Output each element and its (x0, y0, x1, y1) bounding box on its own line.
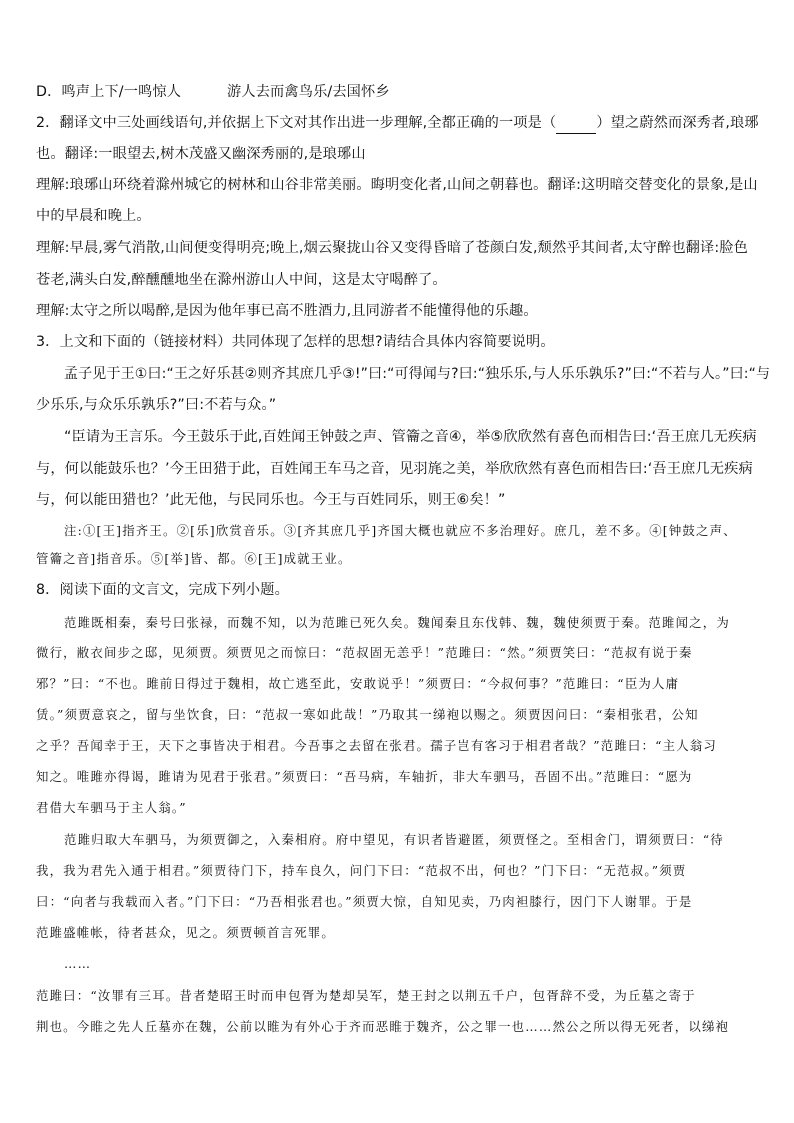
mencius-line: “臣请为王言乐。今王鼓乐于此,百姓闻王钟鼓之声、管籥之音④，举⑤欣欣然有喜色而相告曰:‘吾王庶几无疾病 (64, 429, 757, 445)
classical-text-line: 范雎归取大车驷马，为须贾御之，入秦相府。府中望见，有识者皆避匿，须贾怪之。至相舍门，谓须贾曰：“待 (64, 832, 724, 847)
classical-text-line: 微行，敝衣间步之邸，见须贾。须贾见之而惊曰：“范叔固无恙乎！”范雎曰：“然。”须贾笑曰：“范叔有说于秦 (36, 645, 693, 660)
classical-text-line: 范雎既相秦，秦号曰张禄，而魏不知，以为范雎已死久矣。魏闻秦且东伐韩、魏，魏使须贾于秦。范雎闻之，为 (64, 615, 730, 630)
classical-text-line: 范雎曰：“汝罪有三耳。昔者楚昭王时而申包胥为楚却吴军，楚王封之以荆五千户，包胥辞不受，为丘墓之寄于 (36, 988, 696, 1003)
paragraph-line: 也。翻译:一眼望去,树木茂盛又幽深秀丽的,是琅琊山 (36, 146, 366, 162)
paragraph-line: 理解:太守之所以喝醉,是因为他年事已高不胜酒力,且同游者不能懂得他的乐趣。 (36, 303, 538, 319)
option-d (36, 82, 760, 102)
question-8: 8．阅读下面的文言文，完成下列小题。 (36, 582, 289, 598)
paragraph-line: 理解:早晨,雾气消散,山间便变得明亮;晚上,烟云聚拢山谷又变得昏暗了苍颜白发,颓然乎其间者,太守醉也翻译:脸色 (36, 240, 748, 256)
paragraph-line: 苍老,满头白发,醉醺醺地坐在滁州游山人中间，这是太守喝醉了。 (36, 272, 447, 288)
classical-text-line: 之乎？吾闻幸于王，天下之事皆决于相君。今吾事之去留在张君。孺子岂有客习于相君者哉？”范雎曰：“主人翁习 (36, 738, 718, 753)
question-2-stem: 2．翻译文中三处画线语句,并依据上下文对其作出进一步理解,全都正确的一项是（ (36, 115, 557, 131)
mencius-line: 少乐乐,与众乐乐孰乐?”曰:不若与众。” (36, 397, 277, 413)
classical-text-line: 君借大车驷马于主人翁。” (36, 800, 187, 815)
option-d-right: 游人去而禽鸟乐/去国怀乡 (227, 84, 390, 100)
notes-line: 管籥之音]指音乐。⑤[举]皆、都。⑥[王]成就王业。 (36, 551, 352, 566)
mencius-line: 与，何以能鼓乐也？’今王田猎于此，百姓闻王车马之音，见羽旄之美，举欣欣然有喜色而相告曰:‘吾王庶几无疾病 (36, 461, 753, 477)
paragraph-line: 理解:琅琊山环绕着滁州城它的树林和山谷非常美丽。晦明变化者,山间之朝暮也。翻译:这明暗交替变化的景象,是山 (36, 177, 758, 193)
question-3: 3．上文和下面的（链接材料）共同体现了怎样的思想?请结合具体内容简要说明。 (36, 334, 555, 350)
question-2-line-1 (36, 113, 760, 134)
classical-text-line: 赁。”须贾意哀之，留与坐饮食，曰：“范叔一寒如此哉！”乃取其一绨袍以赐之。须贾因问曰：“秦相张君，公知 (36, 707, 699, 722)
classical-text-line: 知之。唯雎亦得谒，雎请为见君于张君。”须贾曰：“吾马病，车轴折，非大车驷马，吾固不出。”范雎曰：“愿为 (36, 769, 693, 784)
classical-text-line: 我，我为君先入通于相君。”须贾待门下，持车良久，问门下曰：“范叔不出，何也？”门下曰：“无范叔。”须贾 (36, 863, 687, 878)
mencius-line: 孟子见于王①曰:“王之好乐甚②则齐其庶几乎③!”曰:“可得闻与?曰:“独乐乐,与人乐乐孰乐?”曰:“不若与人。”曰:“与 (64, 366, 771, 382)
classical-text-line: 曰：“向者与我载而入者。”门下曰：“乃吾相张君也。”须贾大惊，自知见卖，乃肉袒膝行，因门下人谢罪。于是 (36, 894, 693, 909)
paragraph-line: 中的早晨和晚上。 (36, 208, 151, 224)
question-2-stem-cont: ）望之蔚然而深秀者,琅琊 (596, 115, 759, 131)
notes-line: 注:①[王]指齐王。②[乐]欣赏音乐。③[齐其庶几乎]齐国大概也就应不多治理好。庶几，差不多。④[钟鼓之声、 (64, 523, 737, 538)
mencius-line: 与，何以能田猎也？’此无他，与民同乐也。今王与百姓同乐，则王⑥矣！” (36, 492, 506, 508)
answer-blank[interactable] (556, 113, 596, 134)
classical-text-line: 范雎盛帷帐，待者甚众，见之。须贾顿首言死罪。 (36, 925, 335, 940)
option-d-left: D．鸣声上下/一鸣惊人 (36, 84, 182, 100)
classical-text-line: 荆也。今睢之先人丘墓亦在魏，公前以睢为有外心于齐而恶睢于魏齐，公之罪一也……然公之所以得无死者，以绨袍 (36, 1019, 730, 1034)
classical-text-line: 邪？”曰：“不也。雎前日得过于魏相，故亡逃至此，安敢说乎！”须贾曰：“今叔何事？”范雎曰：“臣为人庸 (36, 676, 680, 691)
ellipsis: …… (64, 956, 92, 971)
